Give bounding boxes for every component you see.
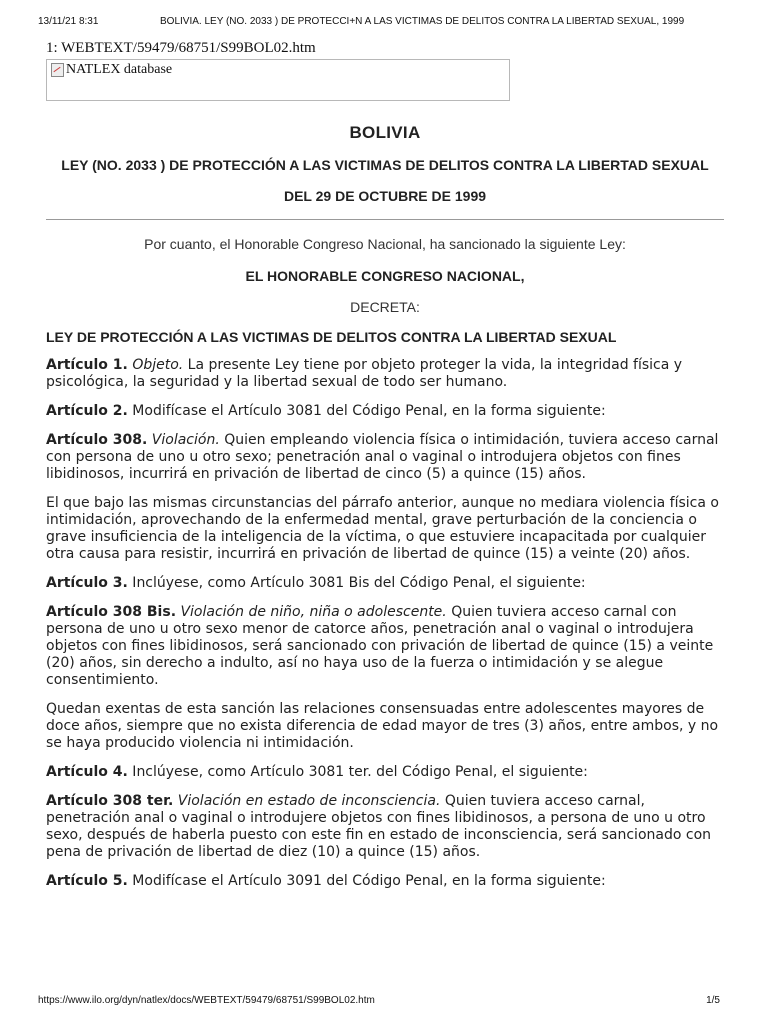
law-date: DEL 29 DE OCTUBRE DE 1999 [283,188,487,204]
article-paragraph [46,575,724,592]
article-number: Artículo 3. [46,575,128,591]
article-subject: Violación en estado de inconsciencia. [177,793,441,809]
decreta-text: DECRETA: [350,299,420,315]
print-page-title: BOLIVIA. LEY (NO. 2033 ) DE PROTECCI+N A LAS VICTIMAS DE DELITOS CONTRA LA LIBERTAD SEXUAL, 1999 [160,16,685,27]
document-path: 1: WEBTEXT/59479/68751/S99BOL02.htm [46,40,316,56]
congress-heading: EL HONORABLE CONGRESO NACIONAL, [245,268,525,284]
print-datetime: 13/11/21 8:31 [38,16,99,27]
article-paragraph [46,793,724,861]
article-text: Quien tuviera acceso carnal con persona de uno u otro sexo menor de catorce años, penetración anal o vaginal o introdujera objetos con fines libidinosos, será sancionado con privación de libertad de quince (15) a veinte (20) años, sin derecho a indulto, así no haya uso de la fuerza o intimidación y se alegue consentimiento. [46,604,714,688]
broken-image-icon [51,63,64,77]
article-number: Artículo 308. [46,432,148,448]
country-heading: BOLIVIA [349,123,421,142]
page-number: 1/5 [706,995,720,1006]
article-number: Artículo 308 ter. [46,793,174,809]
article-text: Quien tuviera acceso carnal, penetración anal o vaginal o introdujere objetos con fines libidinosos, a persona de uno u otro sexo, después de haberla puesto con este fin en estado de inconsciencia, será sancionado con pena de privación de libertad de diez (10) a quince (15) años. [46,793,712,860]
print-header [38,16,730,30]
divider [46,219,724,220]
article-paragraph [46,764,724,781]
article-text: El que bajo las mismas circunstancias del párrafo anterior, aunque no mediara violencia física o intimidación, aprovechando de la enfermedad mental, grave perturbación de la conciencia o grave insuficiencia de la inteligencia de la víctima, o que estuviere incapacitada por cualquier otra causa para resistir, incurrirá en privación de libertad de quince (15) a veinte (20) años. [46,495,719,562]
article-paragraph [46,403,724,420]
law-title: LEY (NO. 2033 ) DE PROTECCIÓN A LAS VICTIMAS DE DELITOS CONTRA LA LIBERTAD SEXUAL [61,157,709,173]
article-number: Artículo 308 Bis. [46,604,177,620]
document-body [46,40,724,902]
article-paragraph [46,604,724,689]
article-text: Quien empleando violencia física o intimidación, tuviera acceso carnal con persona de uno u otro sexo; penetración anal o vaginal o introdujera objetos con fines libidinosos, incurrirá en privación de libertad de cinco (5) a quince (15) años. [46,432,719,482]
natlex-logo [51,62,505,78]
article-paragraph [46,357,724,391]
article-text: Modifícase el Artículo 3091 del Código Penal, en la forma siguiente: [127,873,606,889]
article-subject: Objeto. [132,357,184,373]
article-number: Artículo 5. [46,873,128,889]
article-paragraph [46,873,724,890]
law-heading: LEY DE PROTECCIÓN A LAS VICTIMAS DE DELITOS CONTRA LA LIBERTAD SEXUAL [46,329,617,345]
print-footer [38,995,730,1009]
article-text: Inclúyese, como Artículo 3081 Bis del Código Penal, el siguiente: [127,575,586,591]
article-paragraph [46,432,724,483]
article-text: La presente Ley tiene por objeto proteger la vida, la integridad física y psicológica, la seguridad y la libertad sexual de todo ser humano. [46,357,683,390]
article-text: Modifícase el Artículo 3081 del Código Penal, en la forma siguiente: [127,403,606,419]
article-number: Artículo 1. [46,357,128,373]
article-paragraph [46,701,724,752]
natlex-logo-frame [46,59,510,101]
article-text: Quedan exentas de esta sanción las relaciones consensuadas entre adolescentes mayores de doce años, siempre que no exista diferencia de edad mayor de tres (3) años, entre ambos, y no se haya producido violencia ni intimidación. [46,701,719,751]
article-number: Artículo 2. [46,403,128,419]
article-subject: Violación de niño, niña o adolescente. [180,604,447,620]
article-text: Inclúyese, como Artículo 3081 ter. del Código Penal, el siguiente: [127,764,588,780]
article-subject: Violación. [151,432,220,448]
article-paragraph [46,495,724,563]
natlex-logo-alt-text: NATLEX database [66,62,173,77]
preamble-text: Por cuanto, el Honorable Congreso Nacional, ha sancionado la siguiente Ley: [144,236,626,252]
article-number: Artículo 4. [46,764,128,780]
page-url: https://www.ilo.org/dyn/natlex/docs/WEBTEXT/59479/68751/S99BOL02.htm [38,995,375,1006]
